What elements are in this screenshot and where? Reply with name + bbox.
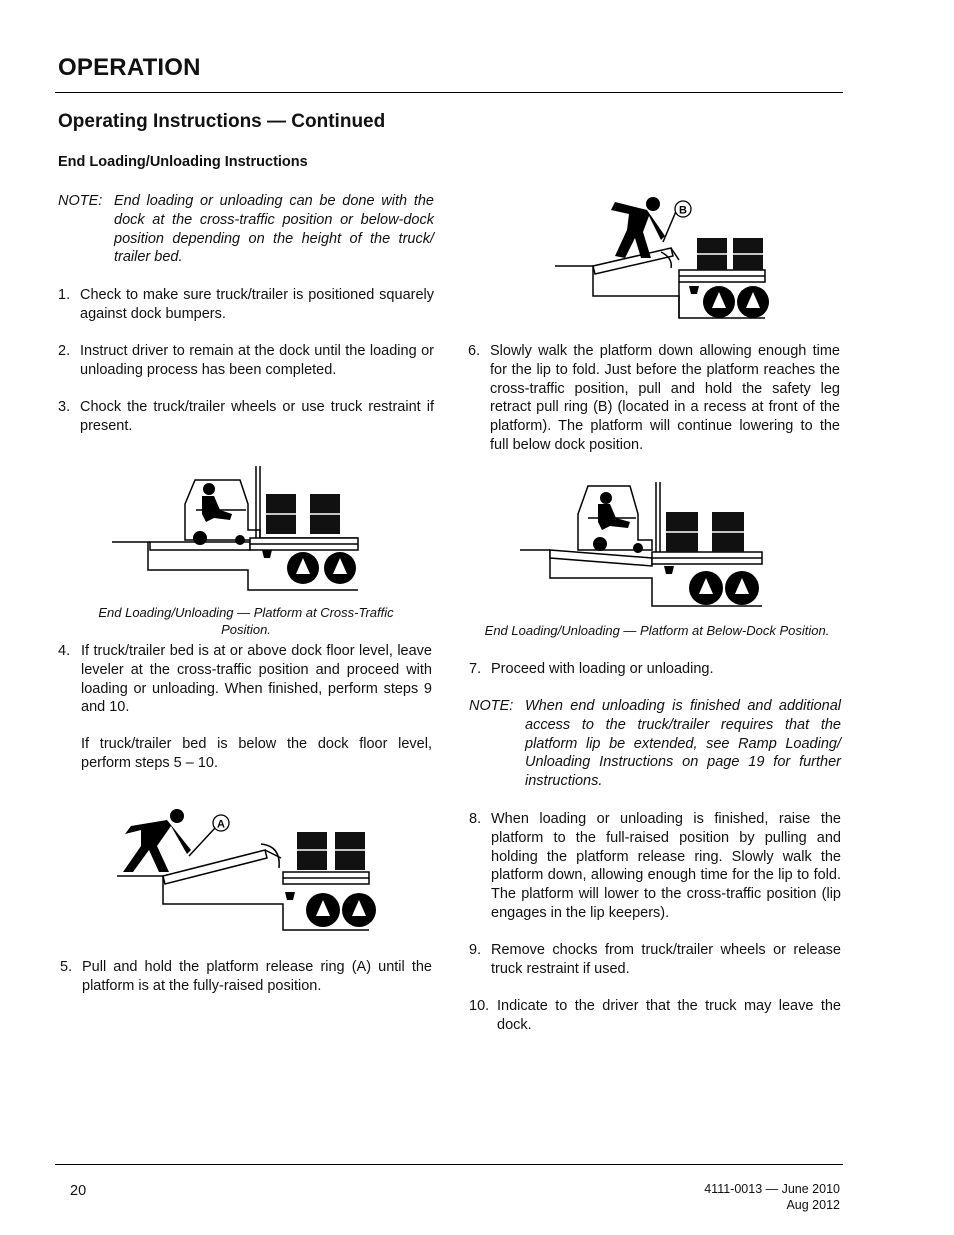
step-text: When loading or unloading is finished, raise the platform to the full-raised position by pulling and holding the platform release ring. Slowly walk the platform down, allowing enough time for the lip to fold. The platform will lower to the cross-traffic position (lip engages in the lip keepers). bbox=[491, 811, 841, 921]
step-number: 10. bbox=[469, 998, 490, 1014]
cross-traffic-caption: End Loading/Unloading — Platform at Cross-Traffic Position. bbox=[98, 605, 394, 637]
step-5 bbox=[60, 958, 432, 996]
step-1 bbox=[58, 286, 434, 324]
step-number: 6. bbox=[468, 343, 481, 359]
step-number: 2. bbox=[58, 343, 71, 359]
left-note bbox=[58, 192, 434, 267]
section-title: OPERATION bbox=[58, 54, 201, 81]
page-number: 20 bbox=[70, 1183, 87, 1199]
below-dock-caption: End Loading/Unloading — Platform at Below-Dock Position. bbox=[484, 623, 830, 638]
step-text: Instruct driver to remain at the dock until the loading or unloading process has been completed. bbox=[80, 343, 434, 378]
step-text: Remove chocks from truck/trailer wheels or release truck restraint if used. bbox=[491, 942, 841, 977]
document-id bbox=[600, 1182, 840, 1213]
step-number: 4. bbox=[58, 643, 71, 659]
right-note bbox=[469, 697, 841, 791]
step-10 bbox=[469, 997, 841, 1035]
step-3 bbox=[58, 398, 434, 436]
step-text: Check to make sure truck/trailer is positioned squarely against dock bumpers. bbox=[80, 287, 434, 322]
step-7 bbox=[469, 660, 841, 679]
note-text: End loading or unloading can be done with the dock at the cross-traffic position or below-dock position depending on the height of the truck/ trailer bed. bbox=[114, 193, 434, 266]
step-text: Slowly walk the platform down allowing enough time for the lip to fold. Just before the platform reaches the cross-traffic position, pull and hold the safety leg retract pull ring (B) (located in a recess at front of the platform). The platform will continue lowering to the full below dock position. bbox=[490, 343, 840, 453]
walk-down-figure bbox=[553, 192, 767, 320]
step-4 bbox=[58, 642, 432, 717]
below-dock-figure bbox=[518, 478, 764, 610]
step-number: 7. bbox=[469, 661, 482, 677]
step-text: Proceed with loading or unloading. bbox=[491, 661, 714, 677]
step-text: If truck/trailer bed is below the dock floor level, perform steps 5 – 10. bbox=[81, 736, 432, 771]
step-6 bbox=[468, 342, 840, 455]
callout-a: A bbox=[217, 818, 225, 831]
step-4-alt bbox=[81, 735, 432, 773]
step-2 bbox=[58, 342, 434, 380]
note-label: NOTE: bbox=[469, 698, 514, 714]
cross-traffic-figure bbox=[110, 462, 360, 594]
step-text: Chock the truck/trailer wheels or use truck restraint if present. bbox=[80, 399, 434, 434]
raise-platform-figure bbox=[115, 806, 371, 934]
step-number: 5. bbox=[60, 959, 73, 975]
doc-number: 4111-0013 — June 2010 bbox=[704, 1182, 840, 1196]
doc-revision: Aug 2012 bbox=[786, 1197, 840, 1212]
step-number: 1. bbox=[58, 287, 71, 303]
step-number: 8. bbox=[469, 811, 482, 827]
page-subtitle: Operating Instructions — Continued bbox=[58, 111, 386, 132]
step-text: If truck/trailer bed is at or above dock floor level, leave leveler at the cross-traffic position and proceed with loading or unloading. When finished, perform steps 9 and 10. bbox=[81, 643, 432, 716]
note-text: When end unloading is finished and additional access to the truck/trailer requires that the platform lip be extended, see Ramp Loading/ Unloading Instructions on page 19 for further instructions. bbox=[525, 698, 841, 790]
footer-rule bbox=[55, 1164, 843, 1165]
step-number: 3. bbox=[58, 399, 71, 415]
step-8 bbox=[469, 810, 841, 923]
note-label: NOTE: bbox=[58, 193, 103, 209]
step-9 bbox=[469, 941, 841, 979]
callout-b: B bbox=[679, 204, 687, 217]
header-rule bbox=[55, 92, 843, 93]
step-text: Indicate to the driver that the truck may leave the dock. bbox=[497, 998, 841, 1033]
step-text: Pull and hold the platform release ring (A) until the platform is at the fully-raised position. bbox=[82, 959, 432, 994]
instructions-heading: End Loading/Unloading Instructions bbox=[58, 154, 308, 170]
step-number: 9. bbox=[469, 942, 482, 958]
